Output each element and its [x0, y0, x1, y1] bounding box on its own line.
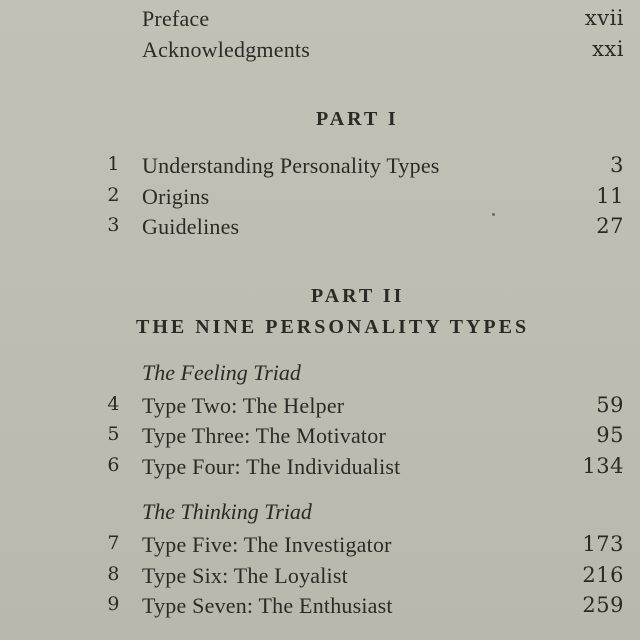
toc-page-number: 59 [596, 393, 624, 417]
toc-page-number: 134 [582, 454, 624, 478]
toc-title: Acknowledgments [142, 37, 310, 62]
toc-entry [0, 153, 640, 183]
chapter-number: 2 [107, 184, 120, 206]
toc-entry [0, 184, 640, 214]
section-label: The Thinking Triad [142, 499, 312, 524]
toc-title: Type Two: The Helper [142, 393, 345, 418]
toc-entry [0, 6, 640, 36]
toc-title: Guidelines [142, 214, 240, 239]
toc-entry [0, 393, 640, 423]
toc-title: Type Three: The Motivator [142, 423, 386, 448]
toc-page-number: 173 [582, 532, 624, 556]
toc-title: Type Seven: The Enthusiast [142, 593, 393, 618]
chapter-number: 4 [107, 393, 120, 415]
toc-page-number: xxi [592, 37, 624, 61]
chapter-number: 7 [107, 532, 120, 554]
toc-page-number: 11 [596, 184, 624, 208]
toc-page-number: 216 [582, 563, 624, 587]
toc-entry [0, 214, 640, 244]
part-heading: PART II [311, 285, 405, 307]
toc-page-number: 27 [596, 214, 624, 238]
toc-entry [0, 423, 640, 453]
toc-entry [0, 563, 640, 593]
toc-entry [0, 454, 640, 484]
chapter-number: 5 [107, 423, 120, 445]
paper-speck [492, 213, 495, 216]
toc-title: Type Five: The Investigator [142, 532, 392, 557]
part-heading: PART I [316, 108, 399, 130]
toc-entry [0, 593, 640, 623]
chapter-number: 3 [107, 214, 120, 236]
chapter-number: 6 [107, 454, 120, 476]
toc-title: Type Four: The Individualist [142, 454, 401, 479]
toc-entry [0, 37, 640, 67]
chapter-number: 9 [107, 593, 120, 615]
toc-title: Preface [142, 6, 210, 31]
toc-page-number: 95 [596, 423, 624, 447]
section-label: The Feeling Triad [142, 360, 301, 385]
toc-page-number: 3 [610, 153, 624, 177]
toc-title: Type Six: The Loyalist [142, 563, 348, 588]
chapter-number: 1 [107, 153, 120, 175]
toc-page-number: xvii [584, 6, 624, 30]
chapter-number: 8 [107, 563, 120, 585]
toc-title: Origins [142, 184, 210, 209]
toc-entry [0, 532, 640, 562]
toc-title: Understanding Personality Types [142, 153, 440, 178]
part-subheading: THE NINE PERSONALITY TYPES [136, 316, 530, 338]
toc-page-number: 259 [582, 593, 624, 617]
